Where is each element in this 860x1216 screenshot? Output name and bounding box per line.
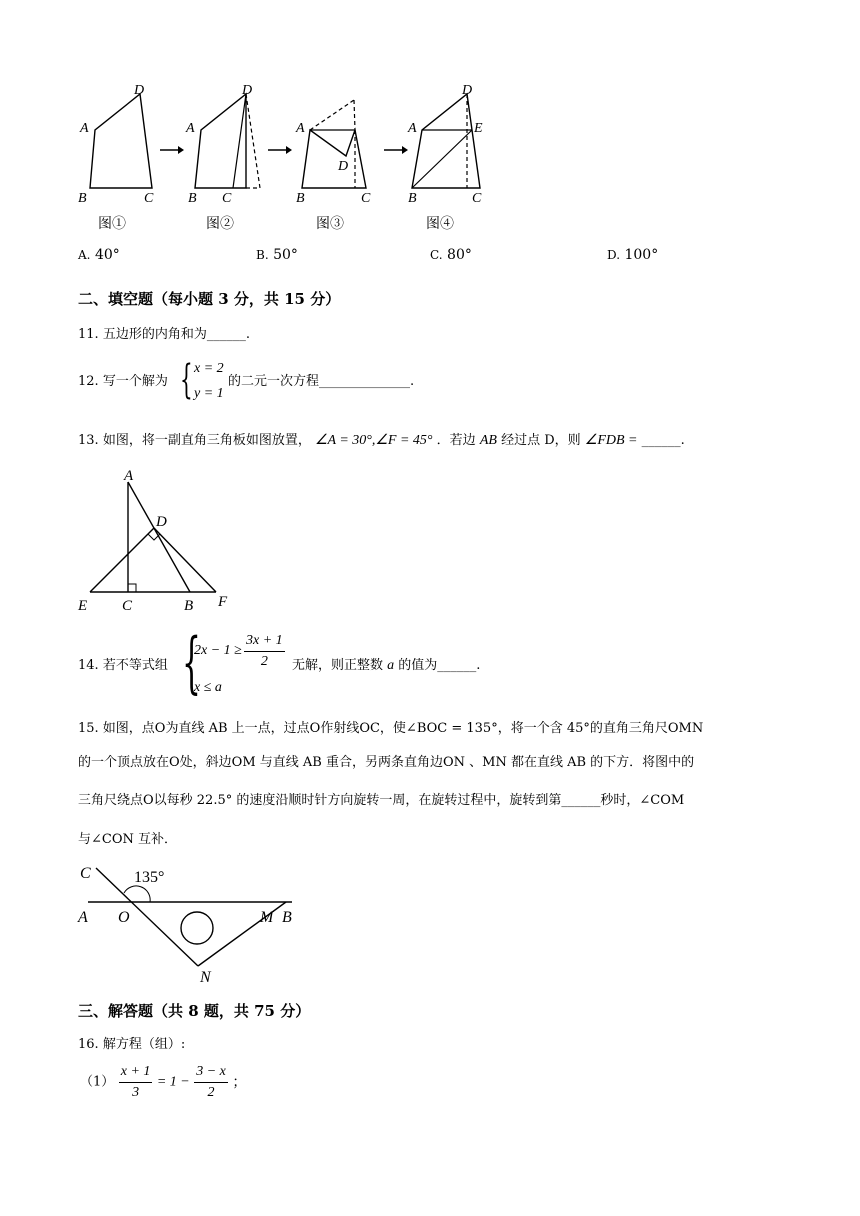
fig4-label-B: B [408,191,417,206]
q13-label-D: D [156,514,167,530]
fig4-label-A: A [408,121,417,136]
q14-ineq1-left: 2x − 1 ≥ [194,643,242,658]
q15-line-3: 三角尺绕点O以每秒 22.5° 的速度沿顺时针方向旋转一周，在旋转过程中，旋转到第______秒时，∠COM [78,793,685,808]
q11-number: 11. [78,327,99,342]
option-key: B. [256,248,269,262]
q10-option-d [607,246,658,264]
arrow-1 [160,146,184,154]
q10-option-b [256,246,298,264]
q16-text: 解方程（组）: [102,1037,186,1052]
arrow-3 [384,146,408,154]
q13-angle-fdb: ∠FDB = [584,433,638,448]
option-key: D. [607,248,621,262]
q16-rhs-fraction [194,1062,228,1103]
figure-3 [295,100,371,232]
q12-prefix: 写一个解为 [102,374,168,389]
q13-triangle-figure [74,464,244,614]
fig3-label-B: B [296,191,305,206]
q11-text: 五边形的内角和为______. [102,327,250,342]
q13-angles: ∠A = 30°,∠F = 45° [314,433,433,448]
q15-rotation-figure [74,858,314,986]
fig3-label-C: C [361,191,371,206]
fig4-caption: 图④ [426,217,454,232]
q14-suffix2: 的值为______. [398,658,481,673]
q12-eq2: y = 1 [194,386,224,401]
fig2-label-B: B [188,191,197,206]
fig1-label-C: C [144,191,154,206]
fig4-label-D: D [462,83,473,98]
q14-number: 14. [78,658,99,673]
fig1-caption: 图① [98,217,126,232]
q13-label-E: E [78,598,88,614]
figure-1 [78,83,154,232]
option-value: 40° [94,247,120,263]
q14-suffix [292,657,480,675]
q13-text1: 如图，将一副直角三角板如图放置， [102,433,311,448]
fig1-label-D: D [134,83,145,98]
q15-line-4: 与∠CON 互补． [78,832,178,847]
q14-var: a [387,658,395,673]
question-12 [78,373,168,391]
q12-suffix: 的二元一次方程______________. [228,374,415,389]
q14-ineq1-fraction [244,631,285,672]
option-value: 100° [624,247,659,263]
q12-system-brace: { [180,357,193,403]
option-value: 80° [447,247,472,263]
fig3-label-Dp: D [338,159,349,174]
q13-text2: ．若边 [436,433,476,448]
q16-number: 16. [78,1037,99,1052]
q12-number: 12. [78,374,99,389]
question-16 [78,1036,185,1054]
q13-edge-ab: AB [479,433,497,448]
q13-text3: 经过点 D，则 [501,433,581,448]
q13-blank: ______. [641,433,685,448]
q10-option-c [430,246,472,264]
q16-lhs-denominator: 3 [132,1085,140,1100]
q15-line-2: 的一个顶点放在O处，斜边OM 与直线 AB 重合，另两条直角边ON 、MN 都在直线 AB 的下方．将图中的 [78,755,695,770]
q14-system-brace: { [182,624,201,701]
figure-4 [407,83,483,232]
q13-label-C: C [122,598,133,614]
q16-lhs-numerator: x + 1 [119,1062,153,1083]
fig2-caption: 图② [206,217,234,232]
figure-2 [185,83,260,232]
q14-prefix: 若不等式组 [102,658,168,673]
q13-label-F: F [218,594,228,610]
question-11 [78,326,250,344]
q15-angle-label: 135° [134,869,165,886]
fig1-label-B: B [78,191,87,206]
section-3-heading: 三、解答题（共 8 题，共 75 分） [78,1002,311,1020]
question-13 [78,432,685,450]
fig4-label-C: C [472,191,482,206]
q14-suffix1: 无解，则正整数 [292,658,384,673]
fig1-label-A: A [80,121,89,136]
q16-middle: = 1 − [156,1074,190,1090]
fig2-label-A: A [186,121,195,136]
q16-part-label: （1） [80,1074,115,1090]
q16-rhs-denominator: 2 [207,1085,215,1100]
q13-number: 13. [78,433,99,448]
q15-label-M: M [260,909,274,926]
q14-number-prefix [78,657,168,675]
q15-label-O: O [118,909,130,926]
q10-option-a [78,246,120,264]
fig3-label-A: A [296,121,305,136]
q14-fraction-numerator: 3x + 1 [244,631,285,652]
q16-part-1 [80,1062,246,1103]
q16-lhs-fraction [119,1062,153,1103]
fig3-caption: 图③ [316,217,344,232]
option-key: A. [78,248,91,262]
q15-label-A: A [78,909,88,926]
q14-ineq2: x ≤ a [194,680,222,695]
fig4-label-E: E [474,121,483,136]
fig2-label-C: C [222,191,232,206]
q15-label-N: N [200,969,211,986]
fig2-label-D: D [242,83,253,98]
q12-eq1: x = 2 [194,361,224,376]
q14-fraction-denominator: 2 [260,654,268,669]
option-key: C. [430,248,443,262]
option-value: 50° [273,247,298,263]
q16-rhs-numerator: 3 − x [194,1062,228,1083]
q13-label-B: B [184,598,194,614]
q15-line-1: 15. 如图，点O为直线 AB 上一点，过点O作射线OC，使∠BOC = 135°，将一个含 45°的直角三角尺OMN [78,721,704,736]
q15-label-C: C [80,865,91,882]
q15-label-B: B [282,909,292,926]
section-2-heading: 二、填空题（每小题 3 分，共 15 分） [78,290,341,308]
q13-label-A: A [124,468,134,484]
quadrilateral-figures [70,78,510,238]
arrow-2 [268,146,292,154]
q16-end: ； [232,1074,247,1091]
